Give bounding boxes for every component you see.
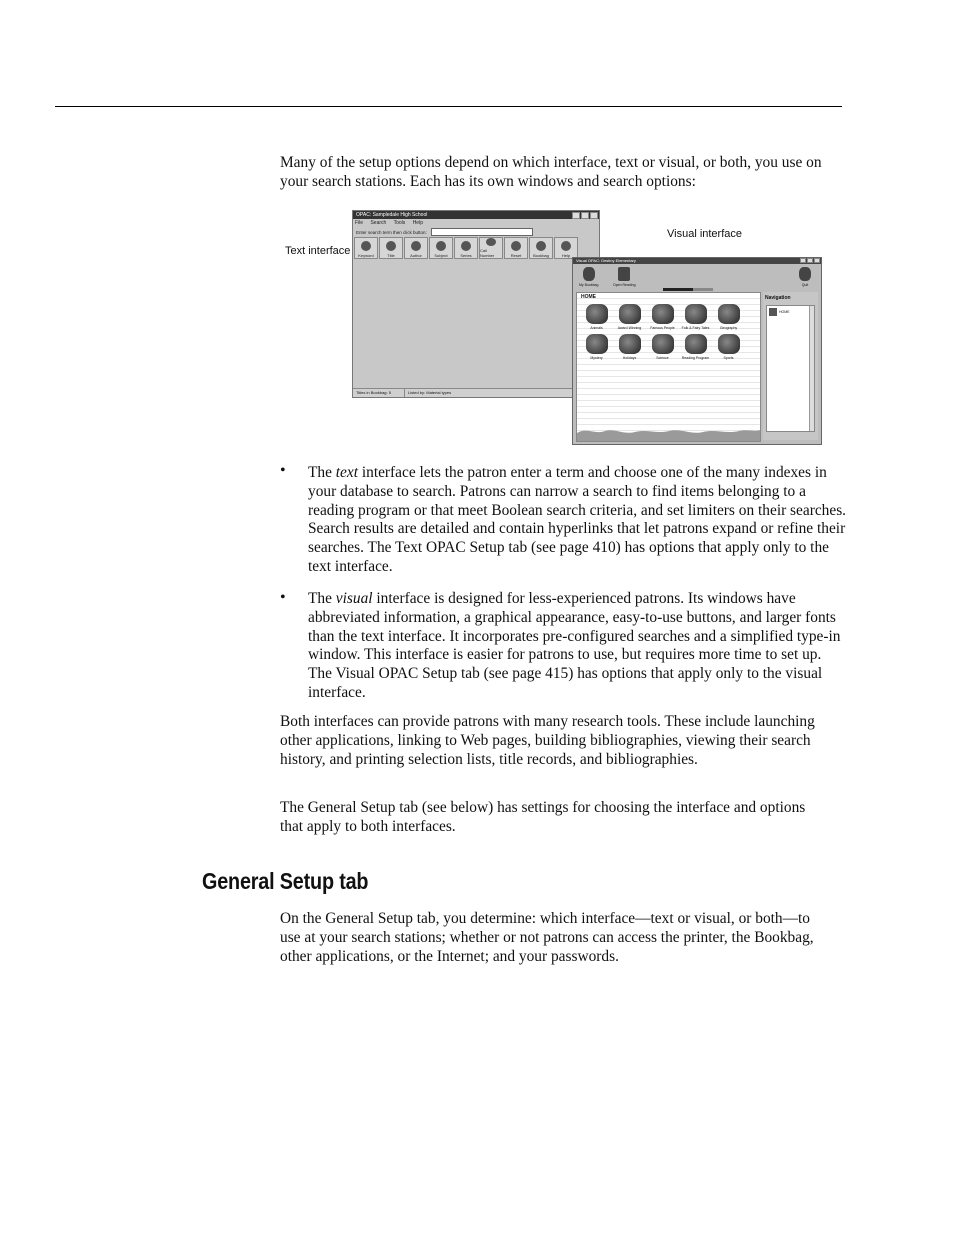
reset-icon <box>511 241 521 251</box>
author-label: Author <box>410 253 422 258</box>
keyword-button <box>354 237 378 259</box>
reading-program-icon <box>685 334 707 354</box>
category-mystery <box>580 334 613 360</box>
series-button <box>454 237 478 259</box>
famous-people-icon <box>652 304 674 324</box>
general-setup-paragraph: The General Setup tab (see below) has settings for choosing the interface and options that apply to both interfaces. <box>280 799 806 835</box>
magnifier-icon <box>361 241 371 251</box>
help-label: Help <box>561 253 571 258</box>
quit-label: Quit <box>801 283 809 287</box>
section-heading: General Setup tab <box>202 868 369 894</box>
reset-label: Reset <box>510 253 522 258</box>
menu-bar <box>353 219 599 227</box>
window-controls <box>572 212 598 219</box>
bullet-marker: • <box>280 589 286 606</box>
bullet-text-pre: The <box>308 464 336 481</box>
progress-fill <box>663 288 693 291</box>
title-button <box>379 237 403 259</box>
window-title-bar <box>353 211 599 219</box>
category-folk-fairy-tales <box>679 304 712 330</box>
bookbag-label: Bookbag <box>533 253 549 258</box>
open-reading-button <box>613 267 636 287</box>
category-label: Reading Program <box>681 356 710 360</box>
books-icon <box>461 241 471 251</box>
category-label: Folk & Fairy Tales <box>681 326 710 330</box>
subject-icon <box>436 241 446 251</box>
navigation-item-home <box>767 306 814 318</box>
menu-help: Help <box>412 220 423 226</box>
category-label: Animals <box>590 326 603 330</box>
menu-search: Search <box>370 220 387 226</box>
subject-button <box>429 237 453 259</box>
series-label: Series <box>460 253 472 258</box>
visual-interface-caption: Visual interface <box>667 228 743 240</box>
category-label: Science <box>656 356 669 360</box>
quit-button <box>799 267 811 287</box>
category-science <box>646 334 679 360</box>
globe-icon <box>718 304 740 324</box>
call-number-button <box>479 237 503 259</box>
bookbag-icon <box>536 241 546 251</box>
author-button <box>404 237 428 259</box>
bullet-visual-interface <box>308 590 848 703</box>
award-icon <box>619 304 641 324</box>
maximize-icon <box>581 212 589 219</box>
quit-icon <box>799 267 811 281</box>
general-setup-description: On the General Setup tab, you determine: which interface—text or visual, or both—to use at your search stations; whether or not patrons can access the printer, the Bookbag, other applications, or the Internet; and your passwords. <box>280 910 814 965</box>
menu-tools: Tools <box>393 220 406 226</box>
science-icon <box>652 334 674 354</box>
open-book-icon <box>618 267 630 281</box>
category-award-winning <box>613 304 646 330</box>
visual-interface-screenshot <box>572 257 822 445</box>
decorative-wave <box>577 423 760 441</box>
my-bookbag-label: My Bookbag <box>579 283 599 287</box>
keyword-label: Keyword <box>358 253 374 258</box>
category-label: Geography <box>719 326 738 330</box>
animals-icon <box>586 304 608 324</box>
bullet-text-interface <box>308 464 848 577</box>
category-label: Mystery <box>590 356 603 360</box>
sports-icon <box>718 334 740 354</box>
maximize-icon <box>807 258 813 263</box>
search-input <box>431 228 533 236</box>
category-label: Famous People <box>650 326 675 330</box>
my-bookbag-button <box>579 267 598 287</box>
bullet-text-emphasis: text <box>335 464 358 481</box>
open-reading-label: Open Reading <box>613 283 636 287</box>
category-label: Award Winning <box>617 326 642 330</box>
home-heading: HOME <box>581 294 596 300</box>
bullet-visual-emphasis: visual <box>335 590 373 607</box>
eye-icon <box>386 241 396 251</box>
window-title: OPAC: Sampledale High School <box>356 212 428 218</box>
bullet-visual-pre: The <box>308 590 336 607</box>
close-icon <box>814 258 820 263</box>
intro-paragraph: Many of the setup options depend on which interface, text or visual, or both, you use on your search stations. Each has its own windows and search options: <box>280 154 822 190</box>
navigation-heading: Navigation <box>765 295 791 301</box>
help-icon <box>561 241 571 251</box>
castle-icon <box>685 304 707 324</box>
text-interface-screenshot <box>352 210 603 398</box>
help-button <box>554 237 578 259</box>
category-label: Sports <box>723 356 734 360</box>
close-icon <box>590 212 598 219</box>
mystery-icon <box>586 334 608 354</box>
category-geography <box>712 304 745 330</box>
navigation-item-label: HOME <box>779 310 790 314</box>
bookbag-button <box>529 237 553 259</box>
bullet-visual-post: interface is designed for less-experienced patrons. Its windows have abbreviated information, a graphical appearance, easy-to-use buttons, and larger fonts than the text interface. It incorporates pre-configured searches and a simplified type-in window. This interface is easier for patrons to use, but requires more time to set up. The Visual OPAC Setup tab (see page 415) has options that apply only to the visual interface. <box>308 590 841 701</box>
home-icon <box>769 308 777 316</box>
shelf-icon <box>486 238 496 246</box>
header-rule <box>55 106 842 107</box>
both-interfaces-paragraph: Both interfaces can provide patrons with many research tools. These include launching other applications, linking to Web pages, building bibliographies, viewing their search history, and printing selection lists, title records, and bibliographies. <box>280 713 815 768</box>
scrollbar <box>809 306 814 431</box>
category-holidays <box>613 334 646 360</box>
home-panel <box>576 292 761 442</box>
listed-by: Listed by: Material types <box>408 390 452 395</box>
visual-toolbar <box>573 264 821 292</box>
category-label: Holidays <box>622 356 637 360</box>
title-label: Title <box>387 253 395 258</box>
window-title: Visual OPAC: Destiny Elementary <box>576 258 636 263</box>
category-grid <box>577 304 760 360</box>
status-bar <box>353 388 599 397</box>
navigation-list <box>766 305 815 432</box>
search-toolbar <box>353 237 599 259</box>
category-sports <box>712 334 745 360</box>
call-number-label: Call Number <box>480 248 495 258</box>
search-entry-label: Enter search term then click button: <box>356 229 427 235</box>
category-famous-people <box>646 304 679 330</box>
navigation-panel <box>763 292 818 440</box>
bullet-marker: • <box>280 462 286 479</box>
reset-button <box>504 237 528 259</box>
category-reading-program <box>679 334 712 360</box>
bullet-text-post: interface lets the patron enter a term and choose one of the many indexes in your database to search. Patrons can narrow a search to find items belonging to a reading program or that meet Boolean search criteria, and set limiters on their searches. Search results are detailed and contain hyperlinks that let patrons expand or refine their searches. The Text OPAC Setup tab (see page 410) has options that apply only to the text interface. <box>308 464 847 575</box>
quill-icon <box>411 241 421 251</box>
window-controls <box>800 258 820 263</box>
text-interface-caption: Text interface <box>285 245 351 257</box>
bookbag-count: Titles in Bookbag: 5 <box>353 389 405 397</box>
holidays-icon <box>619 334 641 354</box>
category-animals <box>580 304 613 330</box>
bookbag-icon <box>583 267 595 281</box>
minimize-icon <box>572 212 580 219</box>
menu-file: File <box>355 220 364 226</box>
minimize-icon <box>800 258 806 263</box>
subject-label: Subject <box>434 253 448 258</box>
progress-bar <box>663 288 713 291</box>
search-entry-row <box>353 227 599 237</box>
